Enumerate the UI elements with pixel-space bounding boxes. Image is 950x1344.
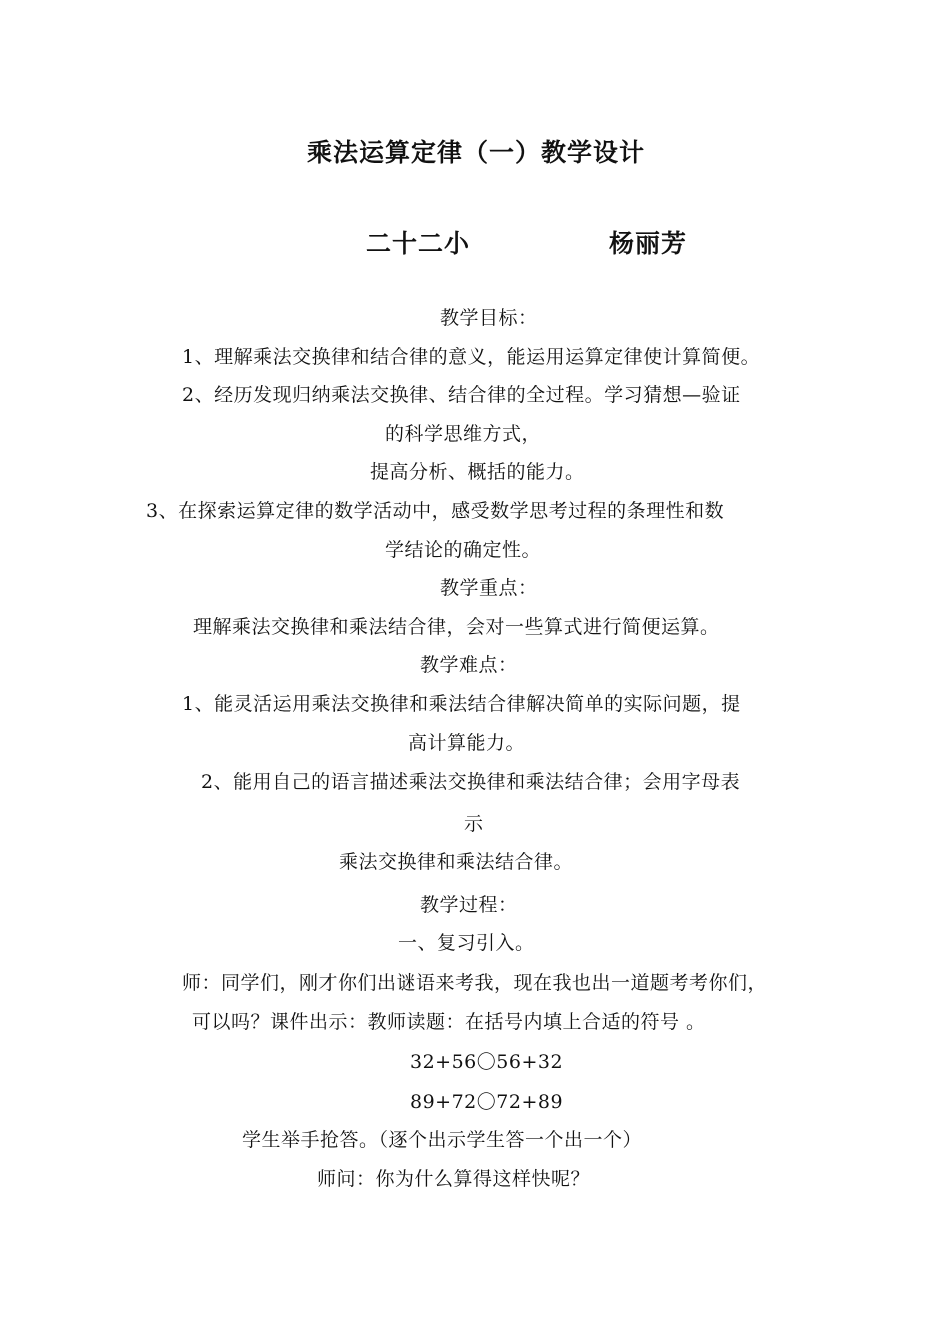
objectives-heading: 教学目标： [440, 307, 538, 329]
objective-3-line-1: 3、在探索运算定律的数学活动中，感受数学思考过程的条理性和数 [146, 500, 725, 522]
teacher-line-1: 师：同学们，刚才你们出谜语来考我，现在我也出一道题考考你们， [182, 972, 768, 994]
difficulty-1-line-2: 高计算能力。 [408, 732, 526, 754]
document-title: 乘法运算定律（一）教学设计 [307, 138, 646, 167]
difficulty-2-line-3: 乘法交换律和乘法结合律。 [339, 851, 574, 873]
section-1-heading: 一、复习引入。 [398, 932, 535, 954]
objective-3-line-2: 学结论的确定性。 [385, 539, 542, 561]
difficulty-2-line-2: 示 [464, 813, 484, 835]
difficulty-2-line-1: 2、能用自己的语言描述乘法交换律和乘法结合律；会用字母表 [201, 771, 741, 793]
student-response: 学生举手抢答。（逐个出示学生答一个出一个） [242, 1129, 643, 1151]
objective-2-line-1: 2、经历发现归纳乘法交换律、结合律的全过程。学习猜想—验证 [182, 384, 741, 406]
author-name: 杨丽芳 [609, 229, 688, 258]
process-heading: 教学过程： [420, 894, 518, 916]
expression-2: 89+72〇72+89 [410, 1091, 564, 1113]
teacher-line-2: 可以吗？课件出示：教师读题：在括号内填上合适的符号 。 [192, 1011, 706, 1033]
key-points-heading: 教学重点： [440, 577, 538, 599]
objective-2-line-2: 的科学思维方式， [385, 423, 542, 445]
objective-1: 1、理解乘法交换律和结合律的意义，能运用运算定律使计算简便。 [182, 346, 761, 368]
school-name: 二十二小 [366, 229, 471, 258]
expression-1: 32+56〇56+32 [410, 1051, 564, 1073]
objective-2-line-3: 提高分析、概括的能力。 [370, 461, 585, 483]
teacher-question: 师问：你为什么算得这样快呢？ [317, 1168, 591, 1190]
difficulties-heading: 教学难点： [420, 654, 518, 676]
difficulty-1-line-1: 1、能灵活运用乘法交换律和乘法结合律解决简单的实际问题，提 [182, 693, 741, 715]
key-point-1: 理解乘法交换律和乘法结合律，会对一些算式进行简便运算。 [193, 616, 720, 638]
